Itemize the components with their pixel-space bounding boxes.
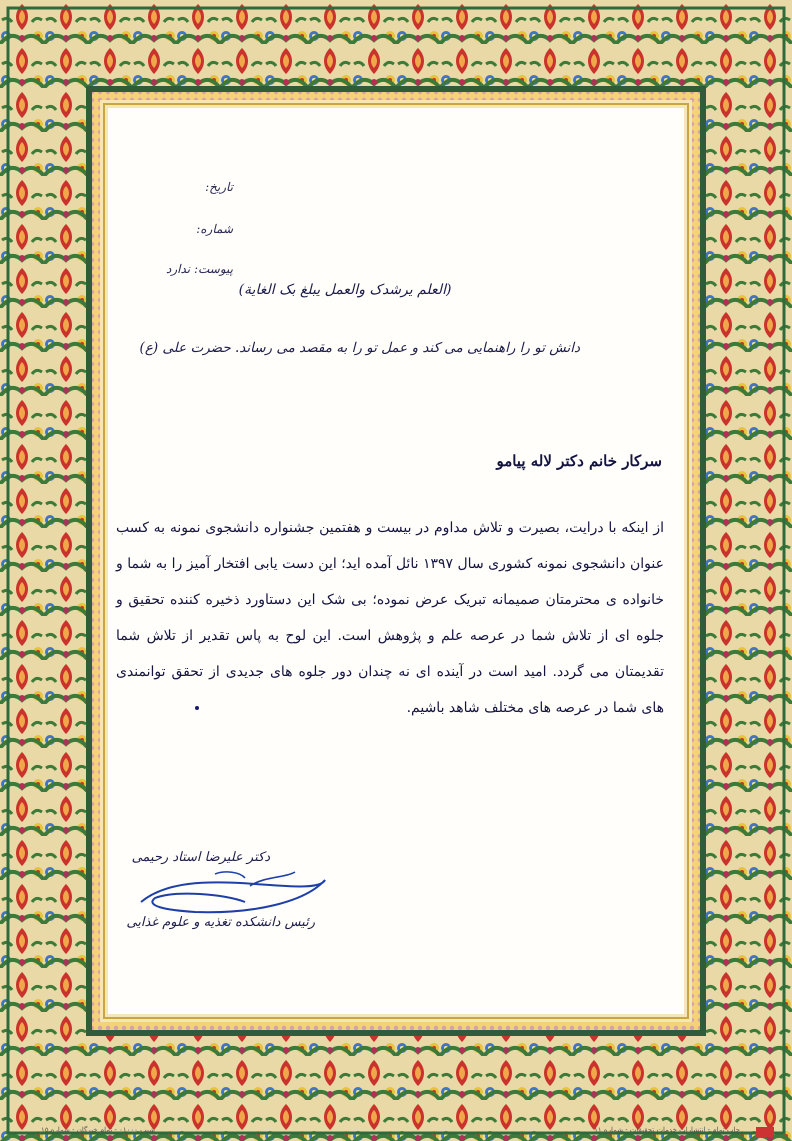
signatory-name: دکتر علیرضا استاد رحیمی [131,850,270,865]
arabic-motto: (العلم یرشدک والعمل یبلغ بک الغایة) [238,282,452,298]
handwritten-signature [135,862,335,922]
date-label: تاریخ: [205,180,233,194]
imam-ali-quote: دانش تو را راهنمایی می کند و عمل تو را به مقصد می رساند. حضرت علی (ع) [139,340,580,356]
printer-footer-right: چاپ تمام - انتشارات خدمات تحقیقات - شماره ۱۱ [594,1126,740,1134]
printer-mark [756,1127,774,1137]
printer-footer-left: شیب ۰۱۰۰۰ - تمام خبرگان - شماره ۱۵ [41,1126,155,1134]
number-label: شماره: [196,222,233,236]
signatory-title: رئیس دانشکده تغذیه و علوم غذایی [126,915,315,930]
attachment-label: پیوست: ندارد [166,262,233,276]
certificate-body: از اینکه با درایت، بصیرت و تلاش مداوم در بیست و هفتمین جشنواره دانشجوی نمونه به کسب عنوان دانشجوی نمونه کشوری سال ۱۳۹۷ نائل آمده اید؛ این دست یابی افتخار آمیز را به شما و خانواده ی محترمتان صمیمانه تبریک عرض نموده؛ بی شک این دستاورد ذخیره کننده تحقیق و جلوه ای از تلاش شما در عرصه علم و پژوهش است. این لوح به پاس تقدیر از تلاش شما تقدیمتان می گردد. امید است در آینده ای نه چندان دور جلوه های جدیدی از تحقق توانمندی های شما در عرصه های مختلف شاهد باشیم. [116,520,664,716]
ink-dot [195,706,199,710]
recipient-salutation: سرکار خانم دکتر لاله پیامو [496,452,662,470]
